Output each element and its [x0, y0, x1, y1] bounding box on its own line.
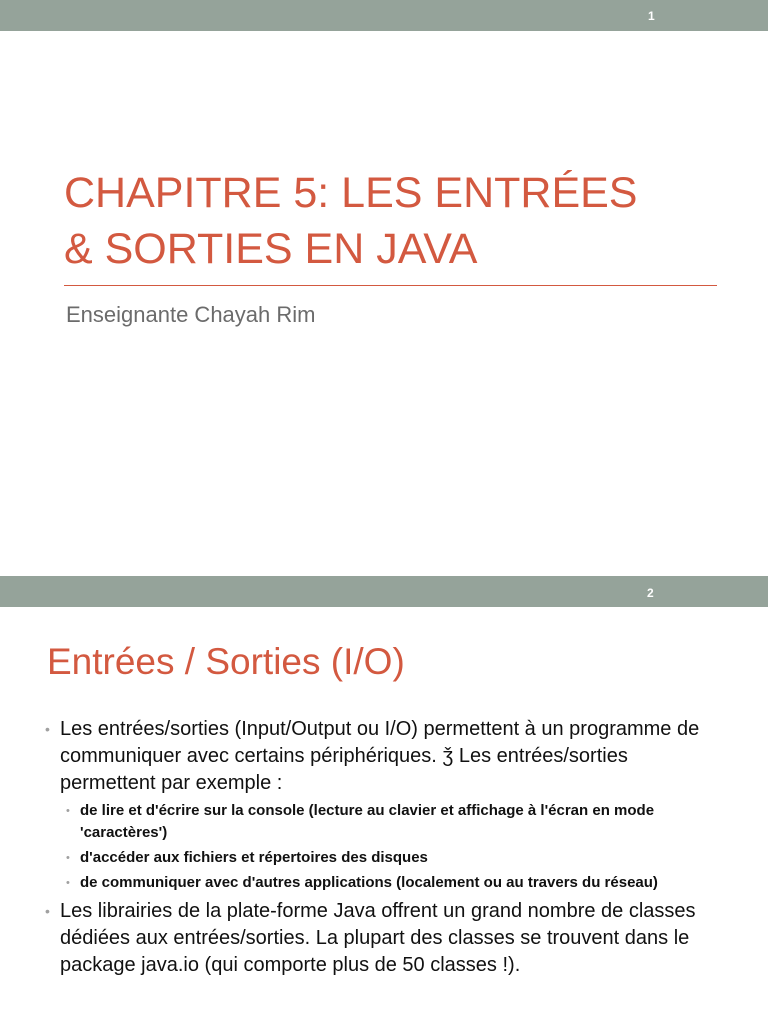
- bullet-dot: •: [45, 721, 50, 737]
- bullet-dot: •: [66, 877, 70, 889]
- sub-bullet-text: de communiquer avec d'autres applications (localement ou au travers du réseau): [80, 874, 658, 891]
- bullet-text: Les entrées/sorties (Input/Output ou I/O) permettent à un programme de communiquer avec certains périphériques. ǯ Les entrées/sorties permettent par exemple :: [60, 718, 700, 794]
- bullet-dot: •: [66, 852, 70, 864]
- sub-bullet-item: [0, 872, 768, 894]
- sub-bullet-text: de lire et d'écrire sur la console (lecture au clavier et affichage à l'écran en mode 'caractères'): [80, 802, 655, 841]
- slide-title: Entrées / Sorties (I/O): [47, 641, 405, 682]
- sub-bullet-text: d'accéder aux fichiers et répertoires des disques: [80, 849, 428, 866]
- slide-subtitle: Enseignante Chayah Rim: [66, 302, 316, 327]
- slide-title-line-2: & SORTIES EN JAVA: [64, 225, 478, 273]
- page-number: 1: [648, 9, 655, 23]
- bullet-dot: •: [66, 805, 70, 817]
- bullet-item: [0, 898, 768, 979]
- page-number: 2: [647, 586, 654, 600]
- sub-bullet-item: [0, 847, 768, 869]
- slide-content: [0, 716, 768, 979]
- bullet-dot: •: [45, 903, 50, 919]
- bullet-text: Les librairies de la plate-forme Java offrent un grand nombre de classes dédiées aux entrées/sorties. La plupart des classes se trouvent dans le package java.io (qui comporte plus de 50 classes !).: [60, 900, 696, 976]
- bullet-item: [0, 716, 768, 797]
- slide-title-line-1: CHAPITRE 5: LES ENTRÉES: [64, 169, 638, 217]
- slide-title: [64, 165, 724, 277]
- sub-bullet-list: [0, 800, 768, 894]
- slide-2: [0, 576, 768, 1024]
- title-divider: [64, 285, 717, 286]
- sub-bullet-item: [0, 800, 768, 844]
